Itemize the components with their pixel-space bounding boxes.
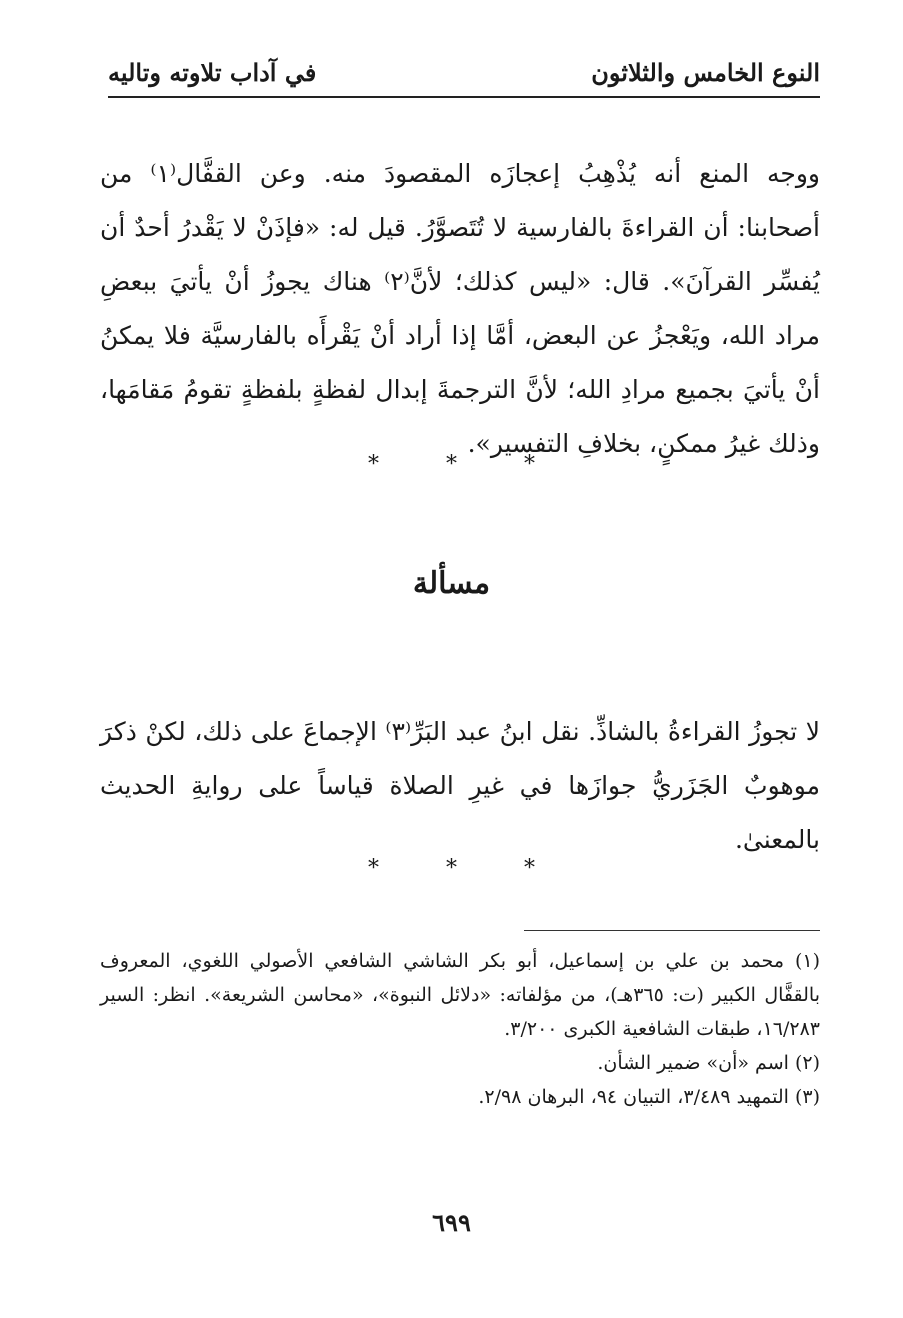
body-paragraph-2: لا تجوزُ القراءةُ بالشاذِّ. نقل ابنُ عبد البَرِّ⁽٣⁾ الإجماعَ على ذلك، لكنْ ذكرَ موهوبٌ الجَزَريُّ جوازَها في غيرِ الصلاة قياساً على روايةِ الحديث بالمعنىٰ. bbox=[100, 717, 820, 854]
separator-stars-1: * * * bbox=[368, 452, 565, 477]
footnote-1: (١) محمد بن علي بن إسماعيل، أبو بكر الشاشي الشافعي الأصولي اللغوي، المعروف بالقفَّال الكبير (ت: ٣٦٥هـ)، من مؤلفاته: «دلائل النبوة»، «محاسن الشريعة». انظر: السير ١٦/٢٨٣، طبقات الشافعية الكبرى ٣/٢٠٠. bbox=[100, 950, 820, 1040]
footnote-rule bbox=[524, 930, 820, 931]
section-heading: مسألة bbox=[412, 566, 491, 601]
header-rule bbox=[108, 96, 820, 98]
footnote-3: (٣) التمهيد ٣/٤٨٩، التبيان ٩٤، البرهان ٢/٩٨. bbox=[478, 1086, 820, 1108]
footnote-2: (٢) اسم «أن» ضمير الشأن. bbox=[597, 1052, 820, 1074]
footnotes bbox=[100, 944, 820, 1114]
header-chapter-title: في آداب تلاوته وتاليه bbox=[108, 57, 317, 87]
separator-stars-2: * * * bbox=[368, 856, 565, 881]
body-paragraph-1: ووجه المنع أنه يُذْهِبُ إعجازَه المقصودَ منه. وعن القفَّال⁽١⁾ من أصحابنا: أن القراءةَ بالفارسية لا تُتَصوَّرُ. قيل له: «فإذَنْ لا يَقْدرُ أحدٌ أن يُفسِّر القرآنَ». قال: «ليس كذلك؛ لأنَّ⁽٢⁾ هناك يجوزُ أنْ يأتيَ ببعضِ مراد الله، ويَعْجزُ عن البعض، أمَّا إذا أراد أنْ يَقْرأَه بالفارسيَّة فلا يمكنُ أنْ يأتيَ بجميع مرادِ الله؛ لأنَّ الترجمةَ إبدال لفظةٍ بلفظةٍ تقومُ مَقامَها، وذلك غيرُ ممكنٍ، بخلافِ التفسير». bbox=[100, 159, 821, 458]
header-section-title: النوع الخامس والثلاثون bbox=[591, 57, 820, 87]
page-number: ٦٩٩ bbox=[432, 1208, 471, 1237]
running-header bbox=[108, 52, 820, 92]
